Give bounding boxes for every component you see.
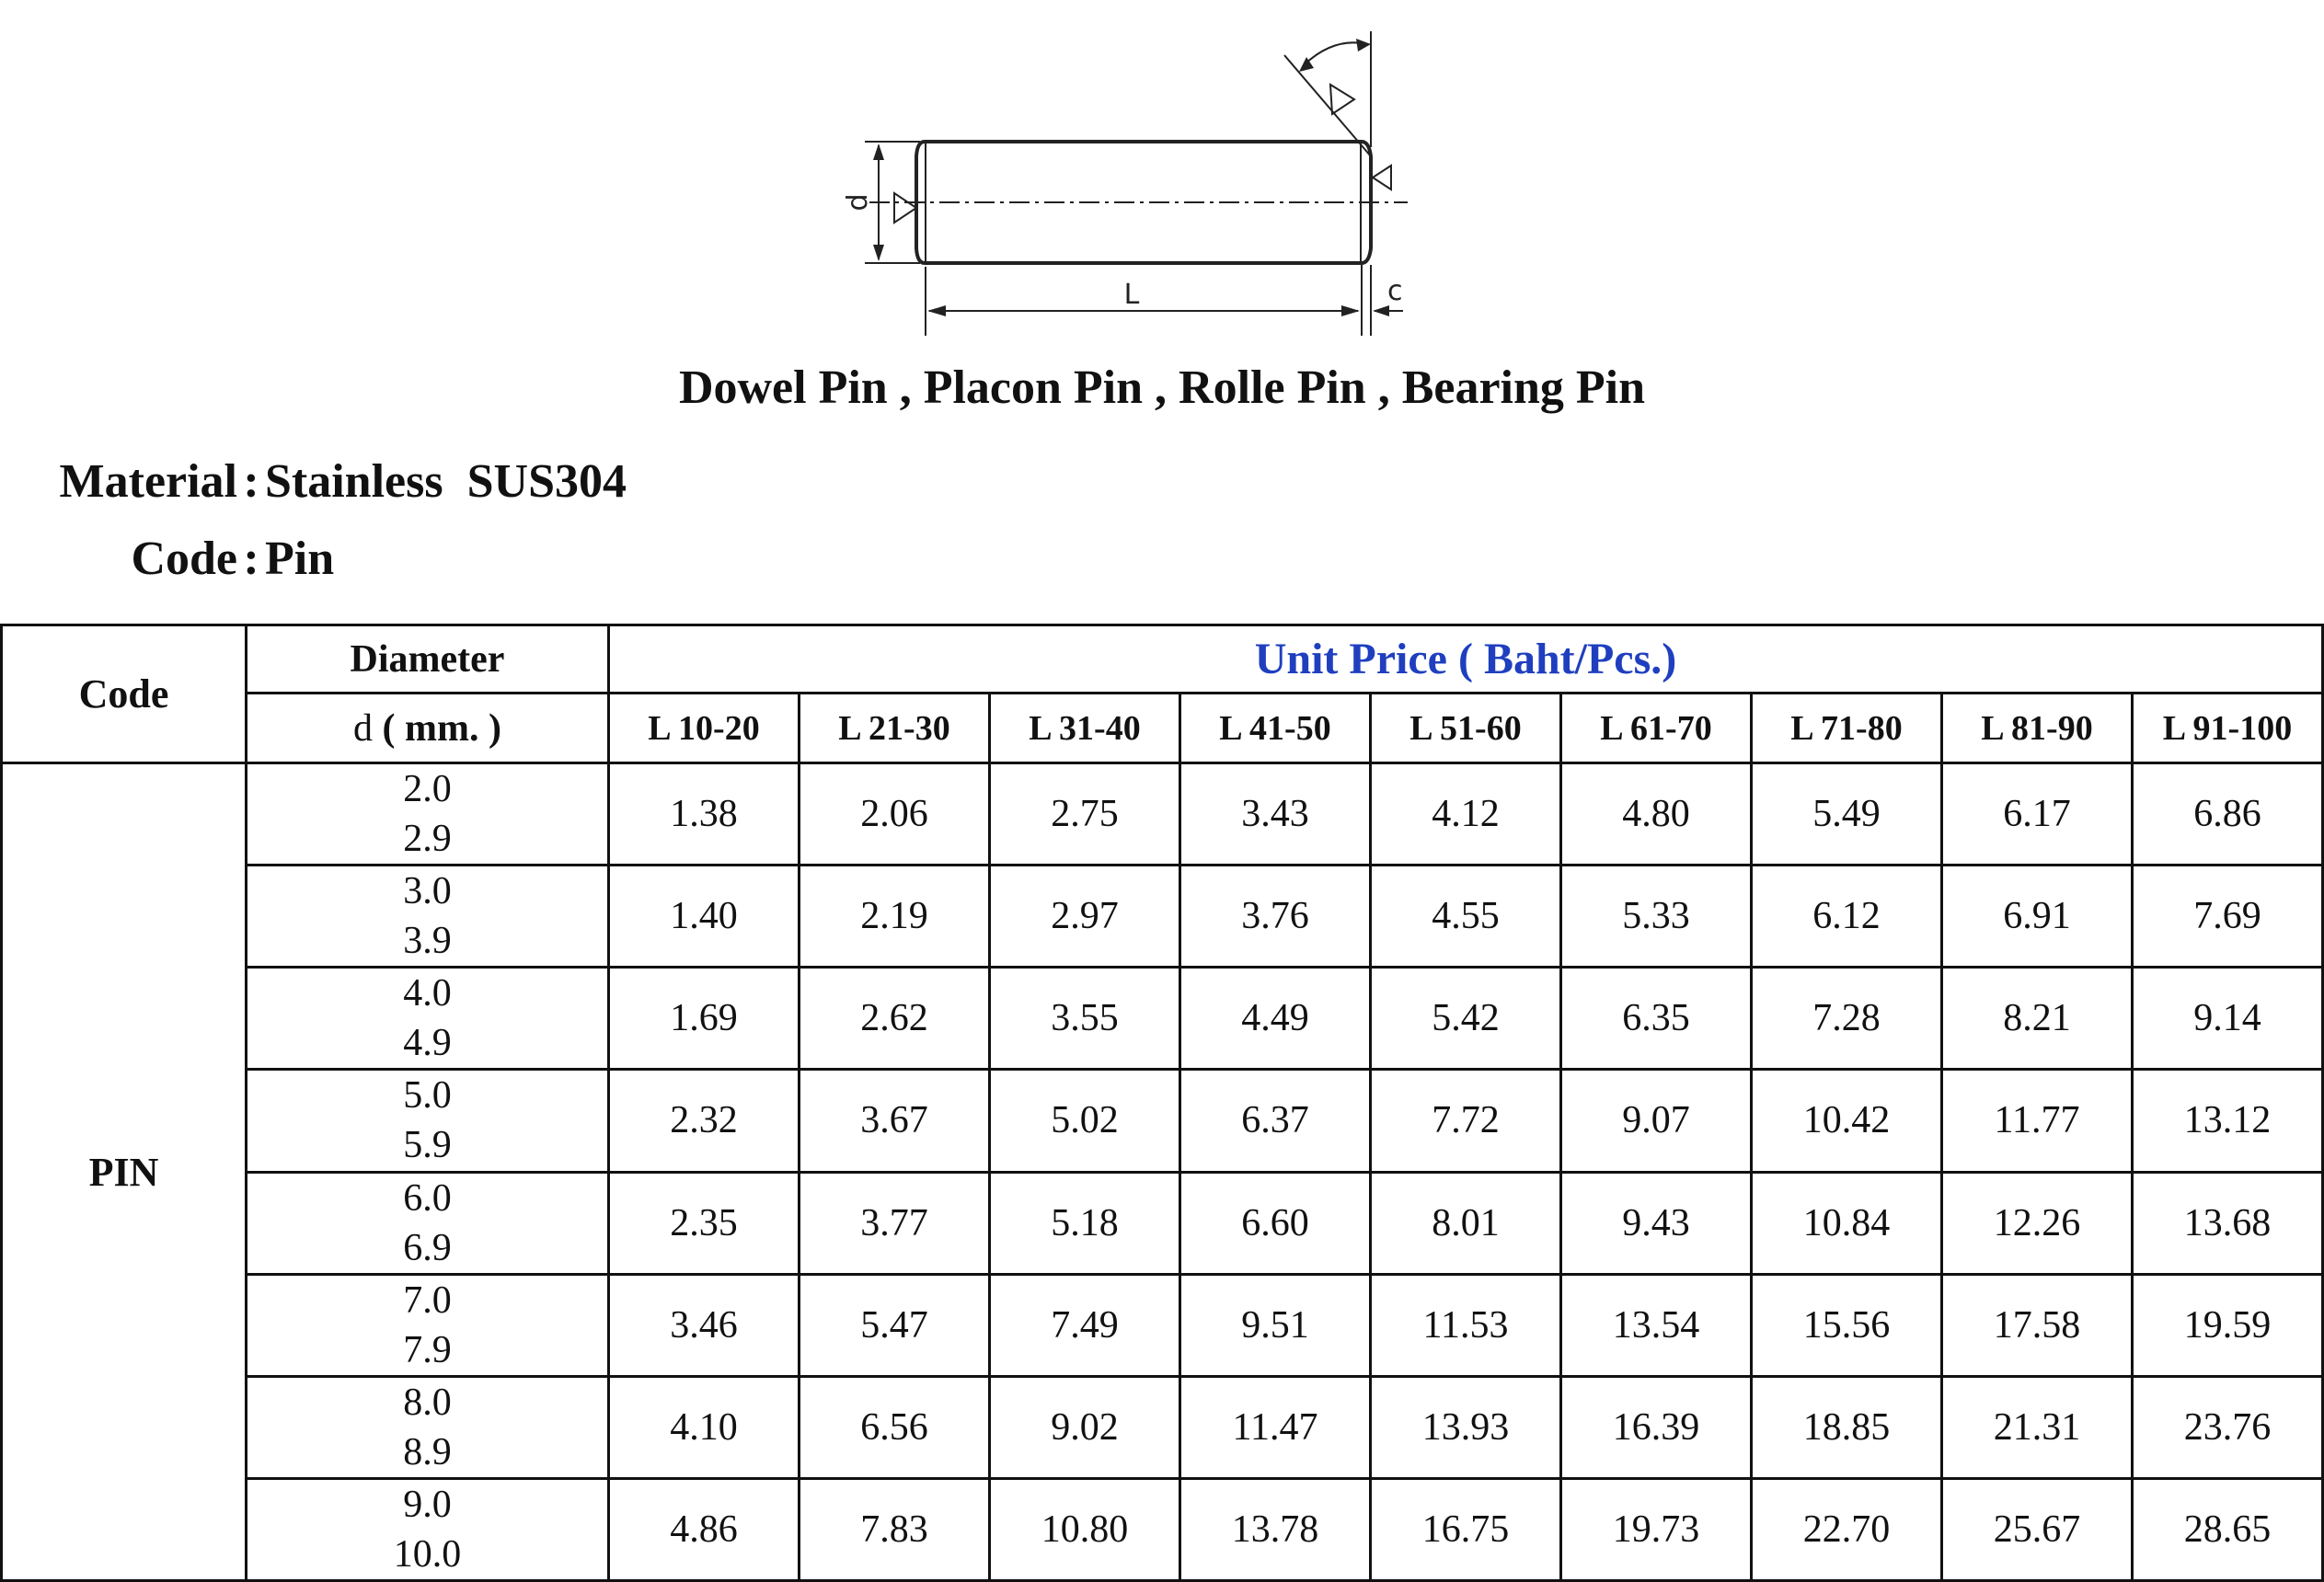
price-cell: 11.53 xyxy=(1371,1274,1561,1376)
price-cell: 4.10 xyxy=(609,1376,800,1478)
unit-price-header: Unit Price ( Baht/Pcs.) xyxy=(609,625,2323,694)
table-row xyxy=(2,1274,2323,1376)
table-row xyxy=(2,1478,2323,1580)
material-separator: : xyxy=(243,455,259,508)
diameter-cell xyxy=(247,1274,609,1376)
diameter-from: 7.0 xyxy=(403,1278,452,1322)
table-row xyxy=(2,1070,2323,1172)
code-label: Code xyxy=(131,533,237,585)
material-value: Stainless SUS304 xyxy=(265,455,627,508)
table-row xyxy=(2,763,2323,866)
price-cell: 2.06 xyxy=(800,763,990,866)
diameter-column-header: Diameter xyxy=(247,625,609,694)
diameter-to: 10.0 xyxy=(393,1532,462,1576)
price-cell: 10.42 xyxy=(1752,1070,1942,1172)
diameter-cell xyxy=(247,1070,609,1172)
price-cell: 5.33 xyxy=(1561,866,1752,968)
diameter-from: 4.0 xyxy=(403,972,452,1015)
diameter-to: 6.9 xyxy=(403,1226,452,1269)
diameter-to: 4.9 xyxy=(403,1022,452,1065)
price-cell: 2.32 xyxy=(609,1070,800,1172)
diameter-from: 2.0 xyxy=(403,768,452,811)
diameter-cell xyxy=(247,1172,609,1274)
table-row xyxy=(2,1376,2323,1478)
price-cell: 6.35 xyxy=(1561,968,1752,1070)
price-cell: 3.55 xyxy=(990,968,1180,1070)
price-cell: 25.67 xyxy=(1942,1478,2133,1580)
price-cell: 13.68 xyxy=(2133,1172,2323,1274)
price-cell: 13.12 xyxy=(2133,1070,2323,1172)
price-cell: 3.76 xyxy=(1180,866,1371,968)
diameter-symbol: d xyxy=(353,706,374,750)
price-cell: 23.76 xyxy=(2133,1376,2323,1478)
price-cell: 13.78 xyxy=(1180,1478,1371,1580)
price-cell: 9.51 xyxy=(1180,1274,1371,1376)
diameter-to: 2.9 xyxy=(403,818,452,861)
material-label: Material xyxy=(59,455,237,508)
price-cell: 9.43 xyxy=(1561,1172,1752,1274)
price-cell: 7.49 xyxy=(990,1274,1180,1376)
price-cell: 5.49 xyxy=(1752,763,1942,866)
price-cell: 6.56 xyxy=(800,1376,990,1478)
price-cell: 17.58 xyxy=(1942,1274,2133,1376)
price-cell: 2.62 xyxy=(800,968,990,1070)
price-cell: 19.73 xyxy=(1561,1478,1752,1580)
price-cell: 8.21 xyxy=(1942,968,2133,1070)
price-cell: 7.28 xyxy=(1752,968,1942,1070)
price-cell: 7.83 xyxy=(800,1478,990,1580)
table-row xyxy=(2,1172,2323,1274)
length-header: L 51-60 xyxy=(1371,694,1561,763)
length-header: L 41-50 xyxy=(1180,694,1371,763)
price-cell: 4.80 xyxy=(1561,763,1752,866)
material-line xyxy=(0,454,627,510)
price-cell: 21.31 xyxy=(1942,1376,2133,1478)
price-cell: 6.91 xyxy=(1942,866,2133,968)
diameter-from: 8.0 xyxy=(403,1381,452,1424)
price-cell: 11.77 xyxy=(1942,1070,2133,1172)
price-cell: 6.86 xyxy=(2133,763,2323,866)
price-cell: 11.47 xyxy=(1180,1376,1371,1478)
diameter-to: 7.9 xyxy=(403,1328,452,1371)
price-cell: 9.07 xyxy=(1561,1070,1752,1172)
price-cell: 6.12 xyxy=(1752,866,1942,968)
code-column-header: Code xyxy=(2,625,247,763)
price-cell: 10.84 xyxy=(1752,1172,1942,1274)
diameter-unit-header xyxy=(247,694,609,763)
finish-mark-slant xyxy=(1330,85,1354,114)
price-cell: 16.75 xyxy=(1371,1478,1561,1580)
price-cell: 2.19 xyxy=(800,866,990,968)
code-line xyxy=(0,532,334,587)
price-cell: 28.65 xyxy=(2133,1478,2323,1580)
code-value: Pin xyxy=(265,533,335,585)
length-header: L 31-40 xyxy=(990,694,1180,763)
price-cell: 12.26 xyxy=(1942,1172,2133,1274)
length-header: L 10-20 xyxy=(609,694,800,763)
price-cell: 2.35 xyxy=(609,1172,800,1274)
diameter-cell xyxy=(247,968,609,1070)
price-cell: 13.93 xyxy=(1371,1376,1561,1478)
price-cell: 4.49 xyxy=(1180,968,1371,1070)
price-cell: 5.02 xyxy=(990,1070,1180,1172)
price-cell: 5.42 xyxy=(1371,968,1561,1070)
dowel-pin-diagram xyxy=(828,18,1435,350)
diameter-from: 6.0 xyxy=(403,1176,452,1220)
price-cell: 3.67 xyxy=(800,1070,990,1172)
angle-arrow-right xyxy=(1356,39,1371,52)
diameter-to: 3.9 xyxy=(403,920,452,963)
price-cell: 22.70 xyxy=(1752,1478,1942,1580)
length-header: L 61-70 xyxy=(1561,694,1752,763)
price-cell: 18.85 xyxy=(1752,1376,1942,1478)
diameter-cell xyxy=(247,1478,609,1580)
diameter-cell xyxy=(247,1376,609,1478)
price-cell: 9.14 xyxy=(2133,968,2323,1070)
l-dimension-label: L xyxy=(1123,279,1140,311)
d-arrow-top xyxy=(873,143,884,160)
price-table-body xyxy=(2,763,2323,1581)
price-cell: 5.18 xyxy=(990,1172,1180,1274)
finish-mark-right xyxy=(1373,166,1391,189)
table-row xyxy=(2,968,2323,1070)
l-arrow-right xyxy=(1341,305,1360,316)
price-cell: 13.54 xyxy=(1561,1274,1752,1376)
price-cell: 3.77 xyxy=(800,1172,990,1274)
d-arrow-bottom xyxy=(873,245,884,261)
price-cell: 4.86 xyxy=(609,1478,800,1580)
price-cell: 3.46 xyxy=(609,1274,800,1376)
d-dimension-label: d xyxy=(842,193,874,212)
l-arrow-left xyxy=(927,305,946,316)
price-cell: 5.47 xyxy=(800,1274,990,1376)
price-cell: 1.69 xyxy=(609,968,800,1070)
price-cell: 2.97 xyxy=(990,866,1180,968)
price-cell: 9.02 xyxy=(990,1376,1180,1478)
diameter-from: 9.0 xyxy=(403,1483,452,1526)
price-cell: 6.60 xyxy=(1180,1172,1371,1274)
price-cell: 7.69 xyxy=(2133,866,2323,968)
price-cell: 8.01 xyxy=(1371,1172,1561,1274)
length-header: L 91-100 xyxy=(2133,694,2323,763)
price-cell: 2.75 xyxy=(990,763,1180,866)
price-cell: 1.40 xyxy=(609,866,800,968)
price-cell: 19.59 xyxy=(2133,1274,2323,1376)
code-cell: PIN xyxy=(2,763,247,1581)
price-cell: 6.17 xyxy=(1942,763,2133,866)
price-cell: 15.56 xyxy=(1752,1274,1942,1376)
price-table xyxy=(0,624,2324,1582)
price-cell: 7.72 xyxy=(1371,1070,1561,1172)
price-cell: 16.39 xyxy=(1561,1376,1752,1478)
length-header: L 81-90 xyxy=(1942,694,2133,763)
finish-mark-left xyxy=(894,193,916,223)
c-dimension-label: c xyxy=(1387,275,1403,307)
price-cell: 10.80 xyxy=(990,1478,1180,1580)
diameter-unit: ( mm. ) xyxy=(382,706,501,750)
diameter-cell xyxy=(247,866,609,968)
diameter-to: 8.9 xyxy=(403,1430,452,1473)
diameter-from: 5.0 xyxy=(403,1074,452,1118)
diameter-cell xyxy=(247,763,609,866)
diameter-from: 3.0 xyxy=(403,870,452,913)
code-separator: : xyxy=(243,533,259,585)
price-cell: 6.37 xyxy=(1180,1070,1371,1172)
price-cell: 3.43 xyxy=(1180,763,1371,866)
diameter-to: 5.9 xyxy=(403,1124,452,1167)
price-cell: 4.55 xyxy=(1371,866,1561,968)
price-cell: 1.38 xyxy=(609,763,800,866)
length-header: L 21-30 xyxy=(800,694,990,763)
page-title: Dowel Pin , Placon Pin , Rolle Pin , Bearing Pin xyxy=(678,361,1646,414)
table-row xyxy=(2,866,2323,968)
length-header: L 71-80 xyxy=(1752,694,1942,763)
price-cell: 4.12 xyxy=(1371,763,1561,866)
